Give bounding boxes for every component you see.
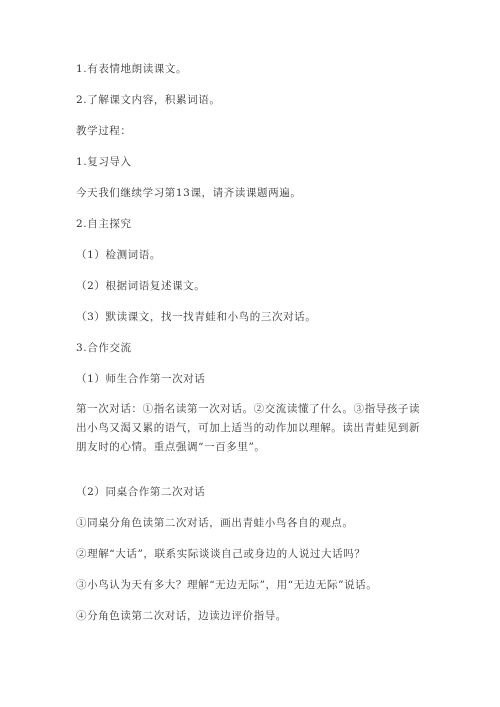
step-3-subheading-2: （2）同桌合作第二次对话 [76,486,206,498]
second-dialogue-item-2: ②理解“大话”，联系实际谈谈自己或身边的人说过大话吗？ [76,548,366,560]
second-dialogue-item-3: ③小鸟认为天有多大？理解“无边无际”，用“无边无际”说话。 [76,579,378,591]
step-2-item-2: （2）根据词语复述课文。 [76,280,206,292]
step-3-subheading-1: （1）师生合作第一次对话 [76,373,206,385]
step-2-item-1: （1）检测词语。 [76,249,161,261]
objective-2: 2.了解课文内容，积累词语。 [76,94,221,106]
step-1-text: 今天我们继续学习第13课，请齐读课题两遍。 [76,187,302,199]
second-dialogue-item-1: ①同桌分角色读第二次对话，画出青蛙小鸟各自的观点。 [76,517,354,529]
step-2-heading: 2.自主探究 [76,218,132,230]
step-1-heading: 1.复习导入 [76,156,132,168]
step-2-item-3: （3）默读课文，找一找青蛙和小鸟的三次对话。 [76,311,317,323]
first-dialogue-paragraph: 第一次对话：①指名读第一次对话。②交流读懂了什么。③指导孩子读出小鸟又渴又累的语气，可加上适当的动作加以理解。读出青蛙见到新朋友时的心情。重点强调“一百多里”。 [76,403,421,453]
objective-1: 1.有表情地朗读课文。 [76,63,188,75]
section-heading-process: 教学过程： [76,125,132,137]
second-dialogue-item-4: ④分角色读第二次对话，边读边评价指导。 [76,610,287,622]
step-3-heading: 3.合作交流 [76,342,132,354]
